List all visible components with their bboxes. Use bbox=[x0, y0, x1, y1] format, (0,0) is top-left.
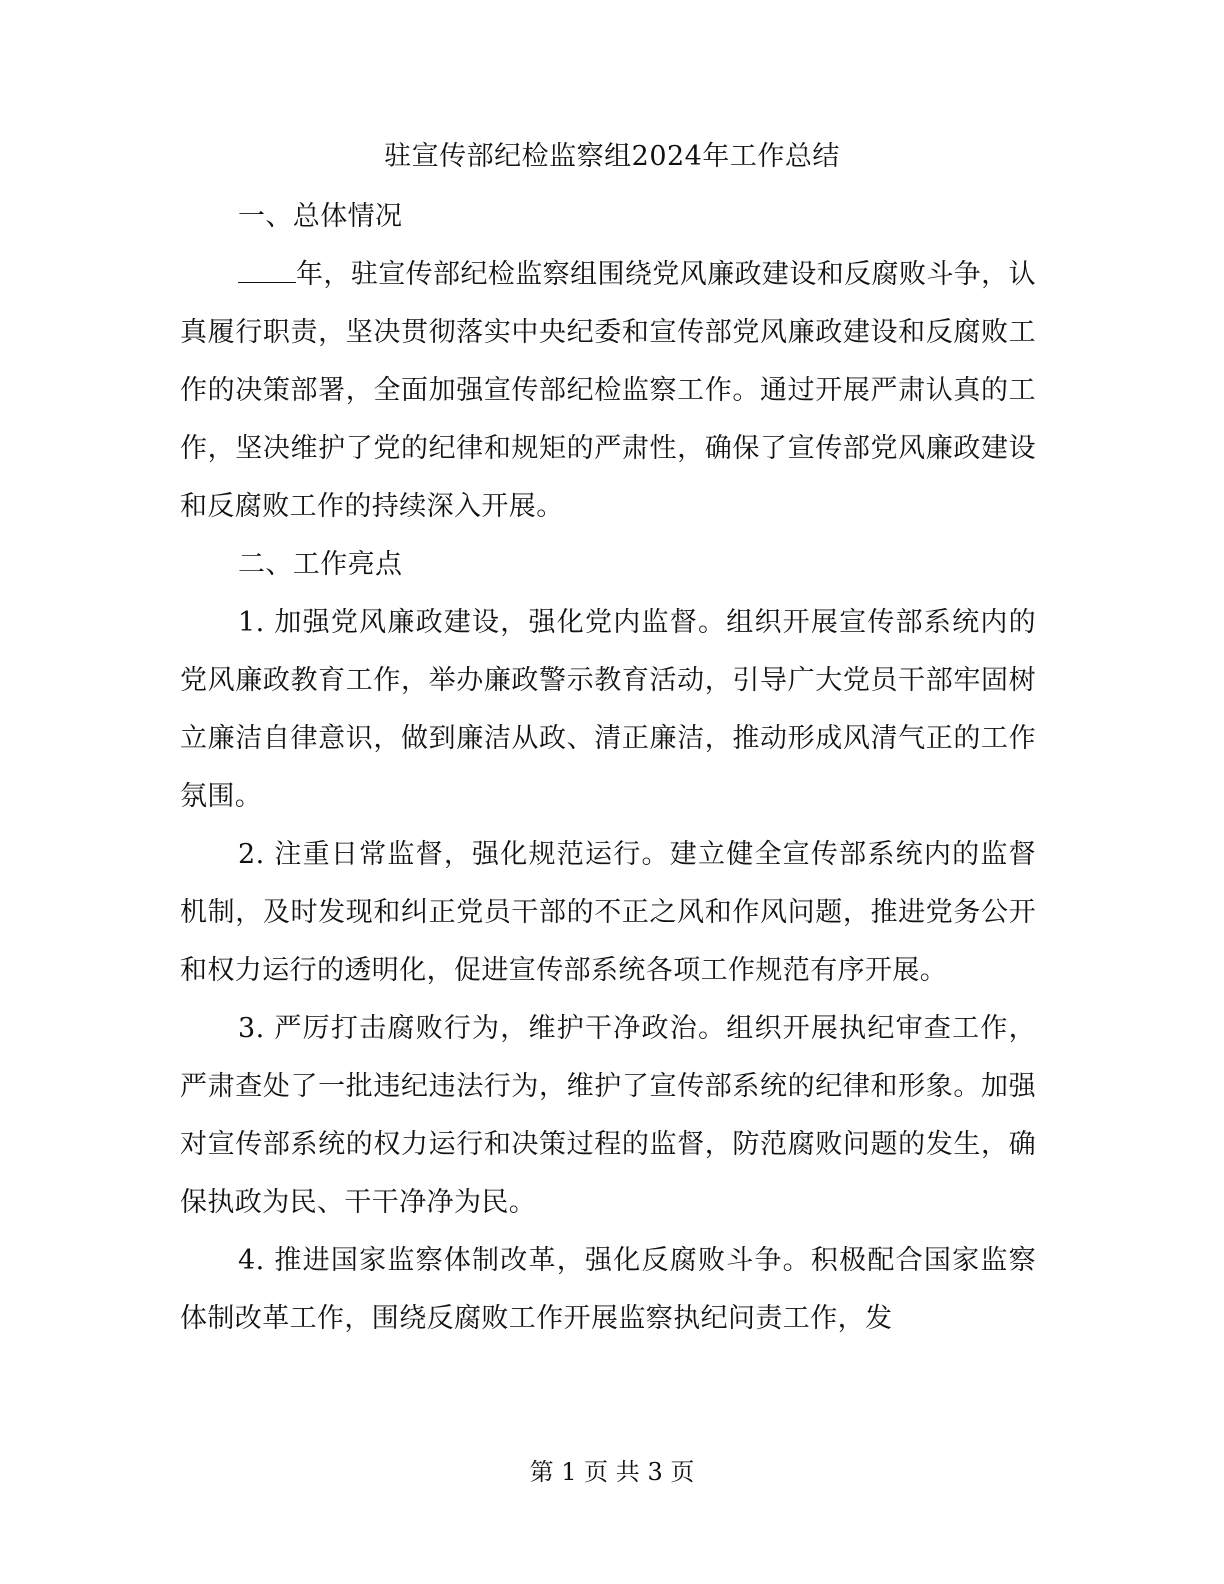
highlight-item-1: 1. 加强党风廉政建设，强化党内监督。组织开展宣传部系统内的党风廉政教育工作，举办廉政警示教育活动，引导广大党员干部牢固树立廉洁自律意识，做到廉洁从政、清正廉洁，推动形成风清气正的工作氛围。 bbox=[180, 607, 1036, 812]
overview-paragraph bbox=[180, 246, 1036, 536]
overview-paragraph-text: 年，驻宣传部纪检监察组围绕党风廉政建设和反腐败斗争，认真履行职责，坚决贯彻落实中央纪委和宣传部党风廉政建设和反腐败工作的决策部署，全面加强宣传部纪检监察工作。通过开展严肃认真的工作，坚决维护了党的纪律和规矩的严肃性，确保了宣传部党风廉政建设和反腐败工作的持续深入开展。 bbox=[180, 259, 1036, 522]
highlight-item-3: 3. 严厉打击腐败行为，维护干净政治。组织开展执纪审查工作，严肃查处了一批违纪违法行为，维护了宣传部系统的纪律和形象。加强对宣传部系统的权力运行和决策过程的监督，防范腐败问题的发生，确保执政为民、干干净净为民。 bbox=[180, 1013, 1036, 1218]
section-heading-highlights: 二、工作亮点 bbox=[238, 549, 403, 580]
page-footer: 第 1 页 共 3 页 bbox=[529, 1458, 695, 1486]
year-blank-field bbox=[238, 260, 296, 283]
highlight-item-2: 2. 注重日常监督，强化规范运行。建立健全宣传部系统内的监督机制，及时发现和纠正党员干部的不正之风和作风问题，推进党务公开和权力运行的透明化，促进宣传部系统各项工作规范有序开展。 bbox=[180, 839, 1036, 986]
section-heading-overview: 一、总体情况 bbox=[238, 201, 403, 232]
highlight-item-4: 4. 推进国家监察体制改革，强化反腐败斗争。积极配合国家监察体制改革工作，围绕反腐败工作开展监察执纪问责工作，发 bbox=[180, 1245, 1036, 1334]
document-body bbox=[180, 188, 1036, 1348]
document-title: 驻宣传部纪检监察组2024年工作总结 bbox=[384, 141, 840, 172]
